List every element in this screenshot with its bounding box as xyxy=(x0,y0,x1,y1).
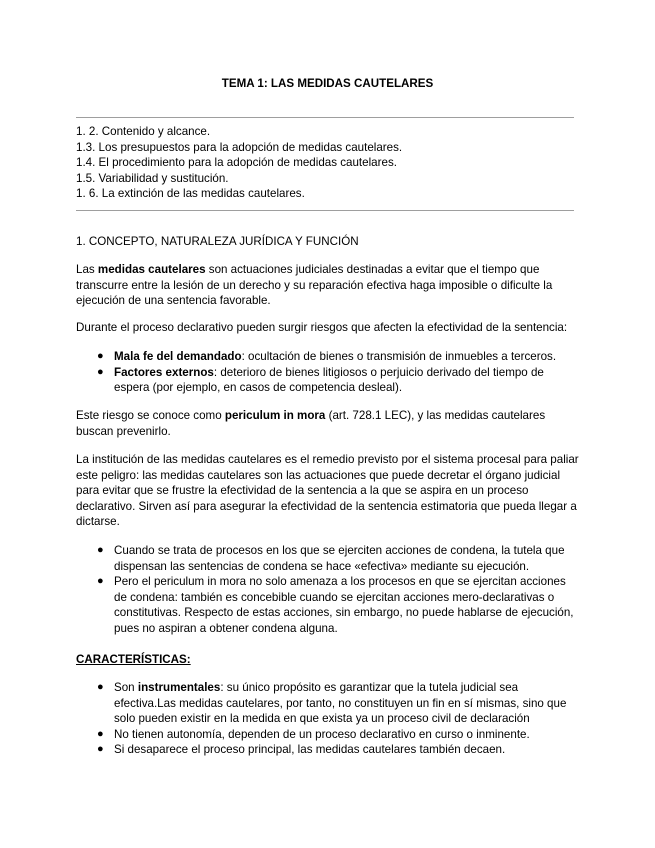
text-run: : su único propósito es garantizar que la tutela judicial sea efectiva.Las medidas cautelares, por tanto, no constituyen un fin en sí mismas, sino que solo pueden existir en la medida en que exista ya un proceso civil de declaración xyxy=(114,681,567,725)
toc-item: 1.4. El procedimiento para la adopción de medidas cautelares. xyxy=(76,156,397,169)
text-run: : ocultación de bienes o transmisión de inmuebles a terceros. xyxy=(241,350,557,363)
condena-list xyxy=(76,543,579,636)
bullet-icon: ● xyxy=(97,350,104,362)
bullet-icon: ● xyxy=(97,575,104,587)
text-run: Este riesgo se conoce como xyxy=(76,409,225,422)
list-item xyxy=(76,349,579,365)
list-item xyxy=(76,742,579,758)
text-run: No tienen autonomía, dependen de un proceso declarativo en curso o inminente. xyxy=(114,727,530,741)
list-item xyxy=(76,574,579,636)
paragraph-definition xyxy=(76,262,579,309)
toc-item: 1.5. Variabilidad y sustitución. xyxy=(76,171,229,185)
text-run: (art. 728.1 LEC), y las medidas cautelares buscan prevenirlo. xyxy=(76,409,546,438)
bullet-icon: ● xyxy=(97,727,104,740)
risks-list xyxy=(76,349,579,396)
paragraph-institucion: La institución de las medidas cautelares es el remedio previsto por el sistema procesal para paliar este peligro: las medidas cautelares son las actuaciones que puede decretar el órgano judicial para evitar que se frustre la efectividad de la sentencia a la que se aspira en un proceso declarativo. Sirven así para asegurar la efectividad de la sentencia estimatoria que pueda llegar a dictarse. xyxy=(76,453,579,528)
bullet-icon: ● xyxy=(97,743,104,755)
paragraph-periculum xyxy=(76,408,579,439)
characteristics-heading: CARACTERÍSTICAS: xyxy=(76,653,191,666)
bullet-icon: ● xyxy=(97,365,104,378)
toc-item: 1. 6. La extinción de las medidas cautelares. xyxy=(76,187,305,200)
text-run: Pero el periculum in mora no solo amenaza a los procesos en que se ejercitan acciones de condena: también es concebible cuando se ejercitan acciones mero-declarativas o constitutivas. Respecto de estas acciones, sin embargo, no puede hablarse de ejecución, pues no aspiran a obtener condena alguna. xyxy=(114,575,574,635)
text-run: son actuaciones judiciales destinadas a evitar que el tiempo que transcurre entre la lesión de un derecho y su reparación efectiva haga imposible o dificulte la ejecución de una sentencia favorable. xyxy=(76,263,553,307)
list-item xyxy=(76,365,579,396)
section-heading: 1. CONCEPTO, NATURALEZA JURÍDICA Y FUNCIÓN xyxy=(76,235,359,248)
bold-term: instrumentales xyxy=(137,681,221,694)
text-run: Las xyxy=(76,263,98,276)
toc-item: 1.3. Los presupuestos para la adopción de medidas cautelares. xyxy=(76,140,403,154)
table-of-contents xyxy=(76,124,576,202)
list-item xyxy=(76,680,579,727)
bold-term: periculum in mora xyxy=(224,409,326,422)
characteristics-list xyxy=(76,680,579,758)
text-run: Si desaparece el proceso principal, las medidas cautelares también decaen. xyxy=(114,743,506,756)
bullet-icon: ● xyxy=(97,544,104,556)
list-item xyxy=(76,543,579,574)
bold-term: Mala fe del demandado xyxy=(114,350,242,363)
list-item xyxy=(76,727,579,743)
text-run: Cuando se trata de procesos en los que se ejerciten acciones de condena, la tutela que dispensan las sentencias de condena se hace «efectiva» mediante su ejecución. xyxy=(114,544,565,573)
document-title: TEMA 1: LAS MEDIDAS CAUTELARES xyxy=(221,77,434,90)
paragraph-risks-intro: Durante el proceso declarativo pueden surgir riesgos que afecten la efectividad de la sentencia: xyxy=(76,321,568,334)
bullet-icon: ● xyxy=(97,681,104,693)
bottom-divider xyxy=(76,210,574,211)
toc-item: 1. 2. Contenido y alcance. xyxy=(76,125,211,138)
bold-term: medidas cautelares xyxy=(97,263,206,276)
text-run: Son xyxy=(114,681,138,694)
bold-term: Factores externos xyxy=(114,365,214,379)
text-run: : deterioro de bienes litigiosos o perjuicio derivado del tiempo de espera (por ejemplo, en casos de competencia desleal). xyxy=(114,365,544,394)
top-divider xyxy=(76,117,574,118)
